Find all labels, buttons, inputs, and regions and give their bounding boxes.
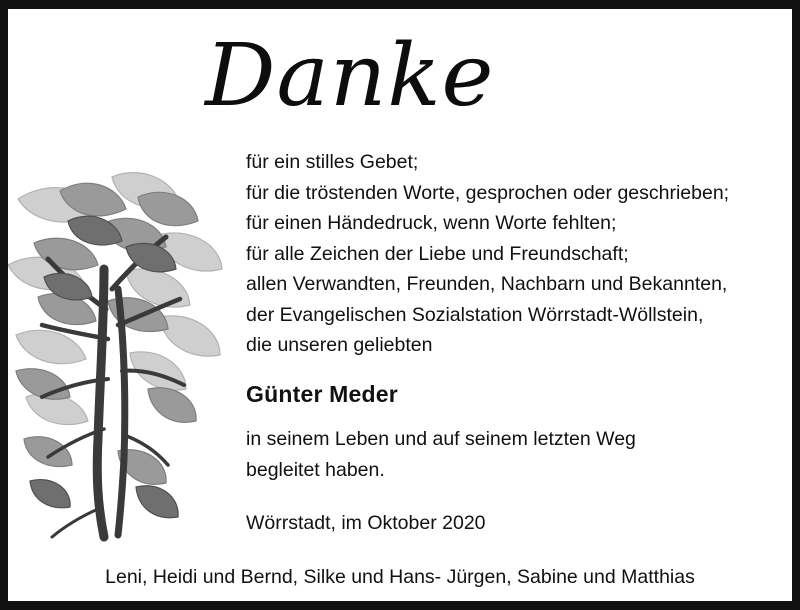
place-and-date: Wörrstadt, im Oktober 2020 — [246, 511, 486, 534]
signers-line: Leni, Heidi und Bernd, Silke und Hans- Jürgen, Sabine und Matthias — [105, 566, 695, 588]
notice-body — [246, 147, 776, 535]
tree-leaves-light — [8, 173, 222, 425]
closing-line: begleitet haben. — [246, 458, 385, 481]
tree-icon — [8, 139, 248, 559]
thanks-line: allen Verwandten, Freunden, Nachbarn und Bekannten, — [246, 273, 728, 295]
closing-line: in seinem Leben und auf seinem letzten Weg — [246, 427, 636, 450]
thanks-line: für einen Händedruck, wenn Worte fehlten; — [246, 212, 617, 234]
thanks-line: für alle Zeichen der Liebe und Freundschaft; — [246, 242, 629, 265]
tree-trunk — [42, 237, 184, 537]
thanks-line: für ein stilles Gebet; — [246, 151, 419, 173]
closing-text — [246, 424, 776, 486]
tree-leaves-dark — [30, 216, 178, 517]
tree-leaves-mid — [16, 183, 198, 484]
notice-inner — [8, 9, 792, 601]
thanks-line: die unseren geliebten — [246, 334, 433, 356]
page-title — [205, 26, 628, 151]
thanks-line: der Evangelischen Sozialstation Wörrstadt-Wöllstein, — [246, 303, 704, 326]
tree-illustration — [8, 139, 248, 559]
headline-text: Danke — [205, 26, 495, 126]
thanks-line: für die tröstenden Worte, gesprochen oder geschrieben; — [246, 181, 730, 204]
deceased-name: Günter Meder — [246, 380, 398, 407]
